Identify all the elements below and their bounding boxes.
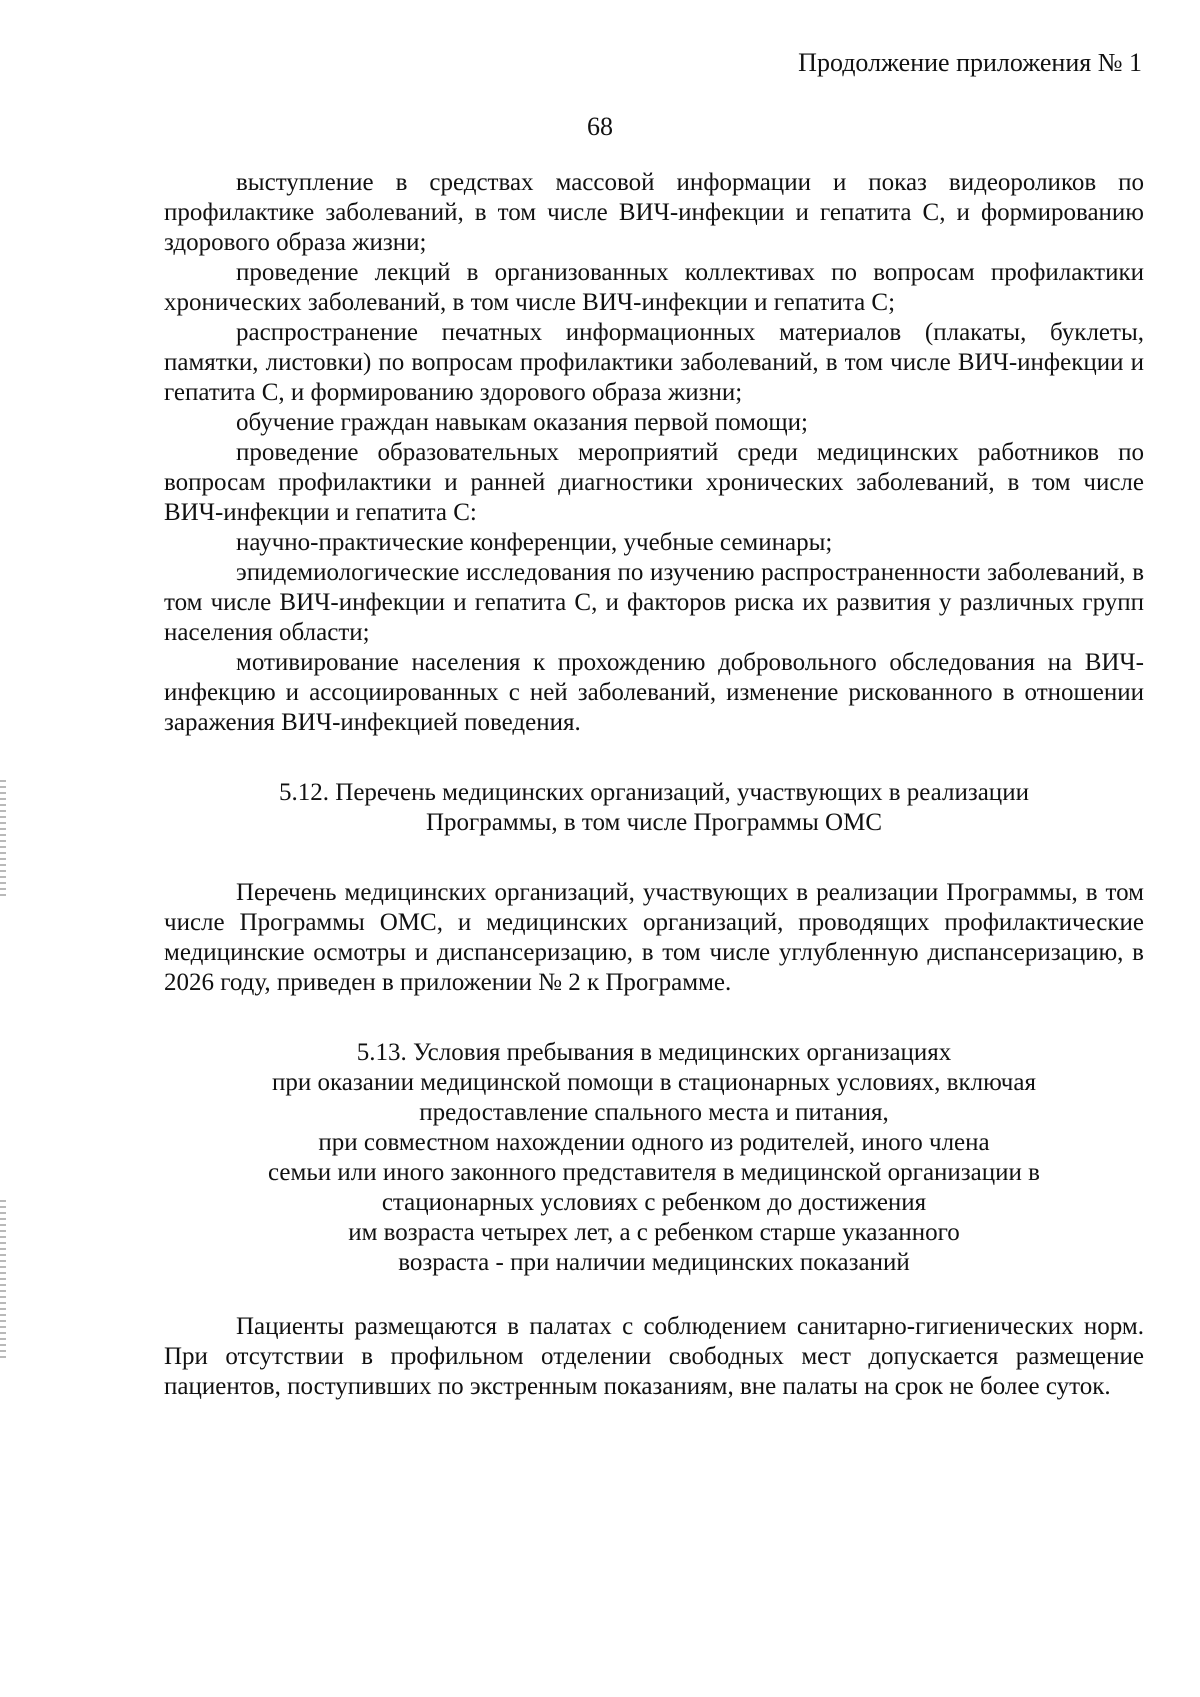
paragraph: выступление в средствах массовой информации и показ видеороликов по профилактике заболеваний, в том числе ВИЧ-инфекции и гепатита С, и формированию здорового образа жизни;	[164, 169, 1144, 256]
paragraph: мотивирование населения к прохождению добровольного обследования на ВИЧ-инфекцию и ассоциированных с ней заболеваний, изменение рискованного в отношении заражения ВИЧ-инфекцией поведения.	[164, 649, 1144, 736]
page-number: 68	[587, 112, 613, 141]
paragraph: распространение печатных информационных материалов (плакаты, буклеты, памятки, листовки) по вопросам профилактики заболеваний, в том числе ВИЧ-инфекции и гепатита С, и формированию здорового образа жизни;	[164, 319, 1144, 406]
scan-edge-mark	[0, 780, 6, 900]
scan-edge-mark	[0, 1200, 6, 1360]
appendix-continuation-note: Продолжение приложения № 1	[798, 48, 1142, 77]
spacer	[164, 1278, 1144, 1312]
section-heading-5-12: 5.12. Перечень медицинских организаций, участвующих в реализации Программы, в том числе Программы ОМС	[279, 779, 1029, 836]
paragraph: эпидемиологические исследования по изучению распространенности заболеваний, в том числе ВИЧ-инфекции и гепатита С, и факторов риска их развития у различных групп населения области;	[164, 559, 1144, 646]
spacer	[164, 838, 1144, 878]
paragraph: проведение лекций в организованных коллективах по вопросам профилактики хронических заболеваний, в том числе ВИЧ-инфекции и гепатита С;	[164, 259, 1144, 316]
paragraph: научно-практические конференции, учебные семинары;	[236, 529, 833, 556]
spacer	[164, 998, 1144, 1038]
paragraph: проведение образовательных мероприятий среди медицинских работников по вопросам профилактики и ранней диагностики хронических заболеваний, в том числе ВИЧ-инфекции и гепатита С:	[164, 439, 1144, 526]
paragraph: обучение граждан навыкам оказания первой помощи;	[236, 409, 808, 436]
document-body	[164, 168, 1144, 1402]
section-text-5-12: Перечень медицинских организаций, участвующих в реализации Программы, в том числе Программы ОМС, и медицинских организаций, проводящих профилактические медицинские осмотры и диспансеризацию, в том числе углубленную диспансеризацию, в 2026 году, приведен в приложении № 2 к Программе.	[164, 879, 1144, 996]
section-text-5-13: Пациенты размещаются в палатах с соблюдением санитарно-гигиенических норм. При отсутствии в профильном отделении свободных мест допускается размещение пациентов, поступивших по экстренным показаниям, вне палаты на срок не более суток.	[164, 1313, 1144, 1400]
section-heading-5-13: 5.13. Условия пребывания в медицинских организациях при оказании медицинской помощи в стационарных условиях, включая предоставление спального места и питания, при совместном нахождении одного из родителей, иного члена семьи или иного законного представителя в медицинской организации в стационарных условиях с ребенком до достижения им возраста четырех лет, а с ребенком старше указанного возраста - при наличии медицинских показаний	[268, 1039, 1040, 1276]
spacer	[164, 738, 1144, 778]
